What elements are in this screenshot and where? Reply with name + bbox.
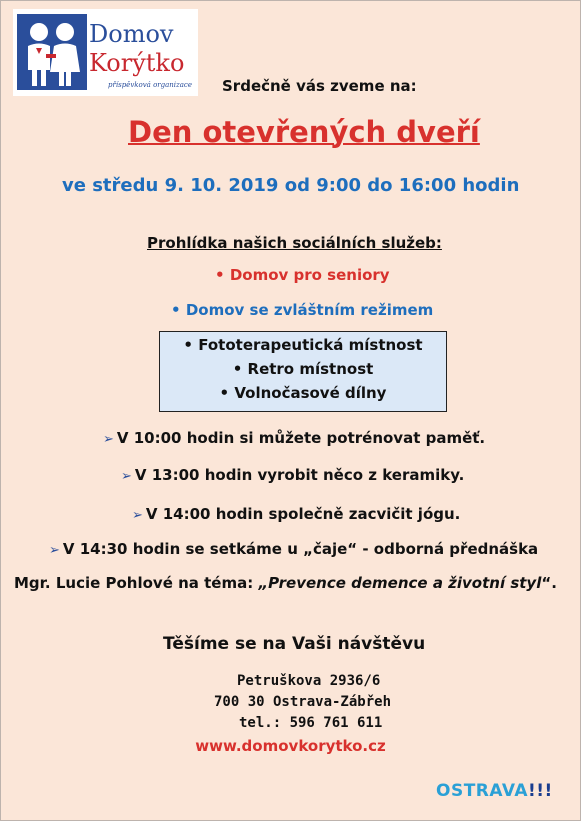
service-label: Domov se zvláštním režimem	[185, 301, 434, 319]
website-link[interactable]: www.domovkorytko.cz	[195, 737, 386, 755]
lecture-suffix: “.	[541, 574, 557, 592]
arrow-bullet-icon: ➢	[103, 432, 114, 447]
bullet-icon: •	[232, 360, 243, 378]
service-label: Domov pro seniory	[229, 266, 390, 284]
program-text: V 13:00 hodin vyrobit něco z keramiky.	[134, 466, 465, 484]
closing-text: Těšíme se na Vaši návštěvu	[163, 634, 426, 654]
ostrava-logo	[436, 781, 553, 801]
address-street: Petruškova 2936/6	[237, 673, 381, 689]
room-item	[160, 360, 446, 378]
invite-text: Srdečně vás zveme na:	[222, 77, 417, 95]
program-text: V 14:00 hodin společně zacvičit jógu.	[145, 505, 461, 523]
arrow-bullet-icon: ➢	[132, 508, 143, 523]
service-item	[171, 301, 433, 319]
program-item	[132, 505, 460, 523]
rooms-box	[159, 331, 447, 412]
bullet-icon: •	[183, 336, 193, 354]
room-item	[160, 384, 446, 402]
ostrava-word: OSTRAVA	[436, 781, 529, 801]
program-text: V 10:00 hodin si můžete potrénovat paměť.	[116, 429, 486, 447]
room-label: Fototerapeutická místnost	[198, 336, 423, 354]
tour-heading: Prohlídka našich sociálních služeb:	[147, 234, 442, 252]
room-label: Retro místnost	[247, 360, 374, 378]
room-item	[160, 336, 446, 354]
bullet-icon: •	[219, 384, 230, 402]
lecture-prefix: Mgr. Lucie Pohlové na téma:	[14, 574, 259, 592]
people-icon	[17, 14, 87, 90]
room-label: Volnočasové dílny	[234, 384, 387, 402]
program-item	[49, 540, 538, 558]
phone-number: tel.: 596 761 611	[239, 715, 383, 731]
logo-title-line2: Korýtko	[89, 49, 185, 77]
bullet-icon: •	[215, 266, 225, 284]
service-item	[215, 266, 390, 284]
lecture-topic: „Prevence demence a životní styl	[258, 574, 542, 592]
program-text: V 14:30 hodin se setkáme u „čaje“ - odborná přednáška	[62, 540, 539, 558]
bullet-icon: •	[171, 301, 181, 319]
logo-subtitle: příspěvková organizace	[108, 81, 192, 89]
program-item	[121, 466, 464, 484]
event-date: ve středu 9. 10. 2019 od 9:00 do 16:00 hodin	[62, 175, 520, 196]
arrow-bullet-icon: ➢	[121, 469, 132, 484]
address-city: 700 30 Ostrava-Zábřeh	[214, 694, 392, 710]
lecture-line	[14, 574, 557, 592]
ostrava-exclaim: !!!	[528, 781, 553, 801]
organization-logo	[13, 9, 198, 96]
logo-title-line1: Domov	[89, 20, 174, 48]
program-item	[103, 429, 485, 447]
arrow-bullet-icon: ➢	[49, 543, 60, 558]
event-title: Den otevřených dveří	[128, 115, 480, 149]
